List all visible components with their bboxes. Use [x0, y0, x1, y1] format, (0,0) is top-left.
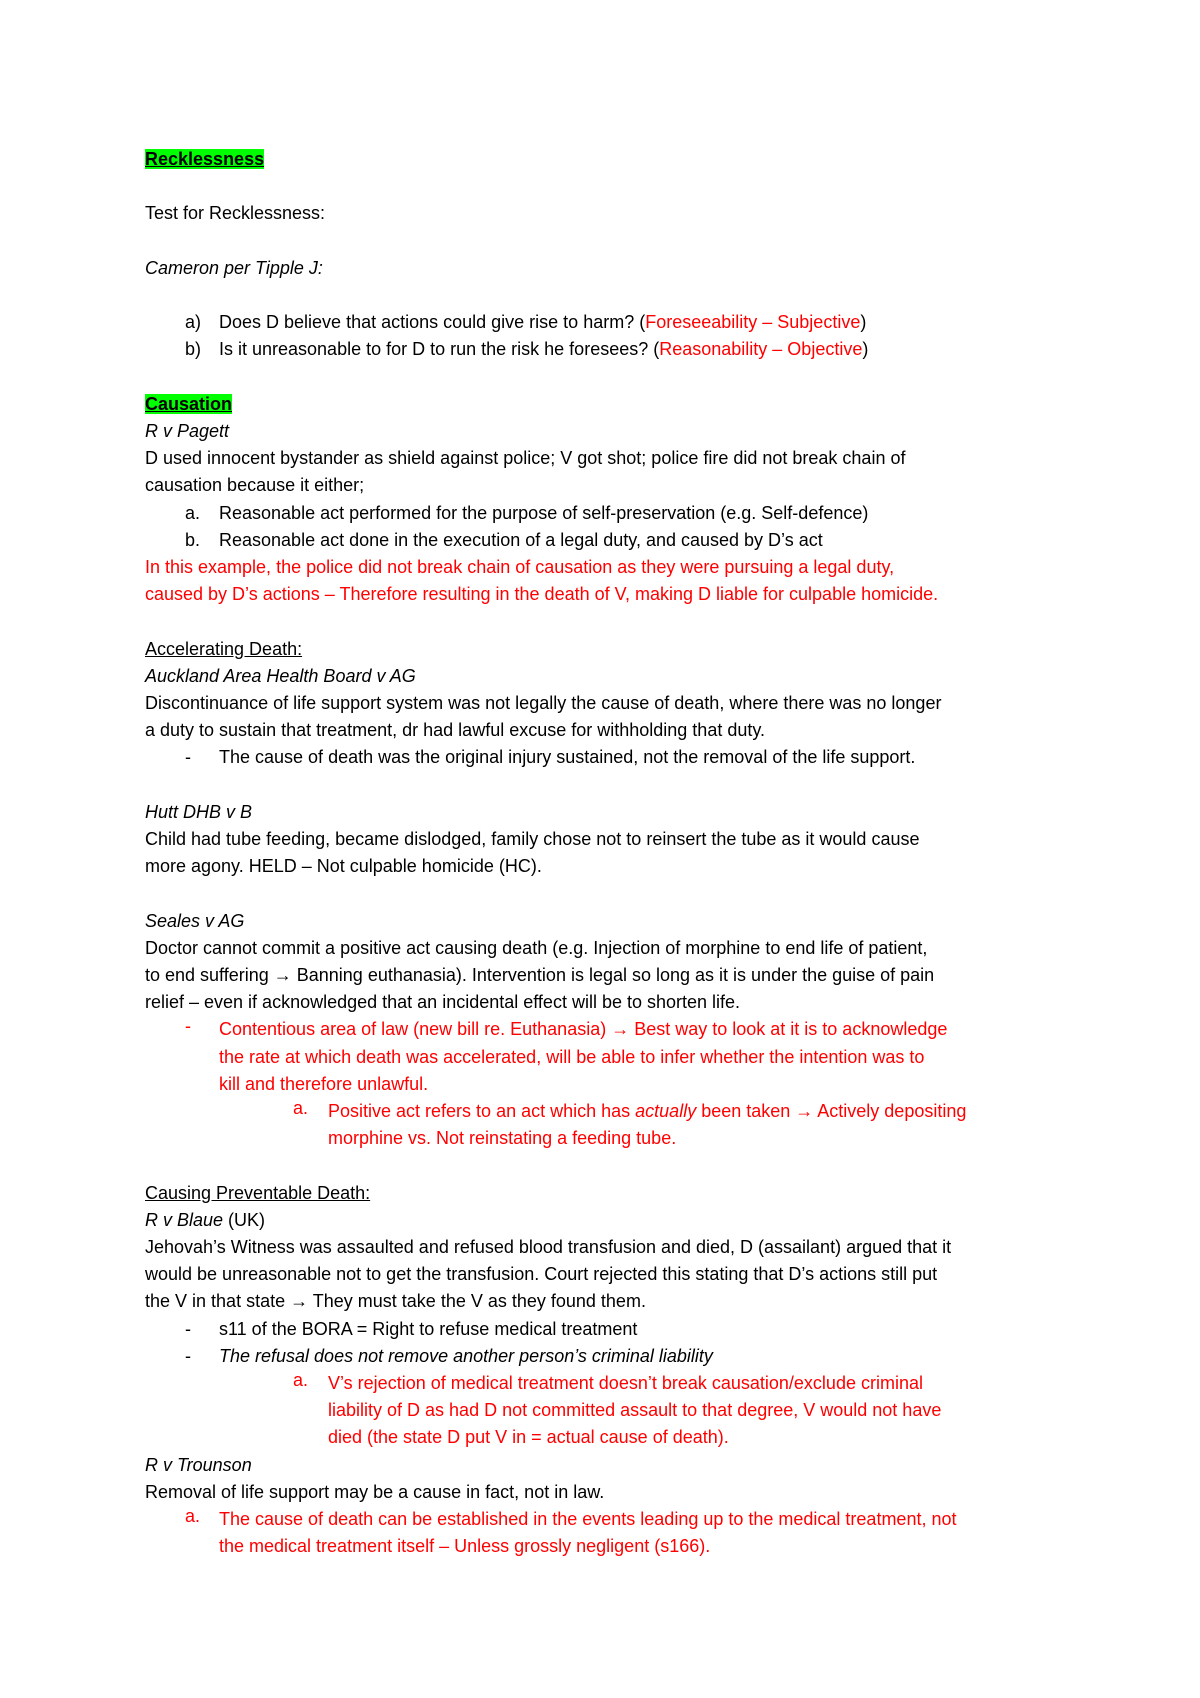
paragraph-line: Doctor cannot commit a positive act causing death (e.g. Injection of morphine to end life of patient,	[145, 937, 928, 958]
list-marker: a.	[185, 1506, 201, 1527]
bullet-item: - The refusal does not remove another person’s criminal liability	[145, 1343, 1055, 1370]
paragraph-line: more agony. HELD – Not culpable homicide (HC).	[145, 856, 542, 877]
list-marker: a.	[293, 1098, 309, 1118]
note-line: In this example, the police did not break chain of causation as they were pursuing a legal duty,	[145, 556, 895, 577]
heading-preventable-death: Causing Preventable Death:	[145, 1182, 371, 1203]
list-marker: a)	[185, 312, 202, 333]
list-item: a. Reasonable act performed for the purpose of self-preservation (e.g. Self-defence)	[145, 500, 1055, 527]
paragraph-line: Child had tube feeding, became dislodged, family chose not to reinsert the tube as it would cause	[145, 828, 920, 849]
paragraph-line: would be unreasonable not to get the transfusion. Court rejected this stating that D’s actions still put	[145, 1264, 938, 1285]
heading-causation: Causation	[145, 393, 233, 414]
case-auckland: Auckland Area Health Board v AG	[145, 665, 416, 686]
bullet-marker: -	[185, 1318, 191, 1339]
list-marker: a.	[185, 502, 201, 523]
heading-recklessness: Recklessness	[145, 149, 265, 169]
case-trounson: R v Trounson	[145, 1454, 252, 1475]
paragraph-line: relief – even if acknowledged that an incidental effect will be to shorten life.	[145, 992, 741, 1013]
bullet-item: - Contentious area of law (new bill re. Euthanasia) → Best way to look at it is to acknowledge the rate at which death was accelerated, will be able to infer whether the intention was to kill and therefore unlawful.	[185, 1016, 948, 1094]
list-item: a) Does D believe that actions could give rise to harm? (Foreseeability – Subjective)	[145, 309, 1055, 336]
bullet-marker: -	[185, 1016, 191, 1037]
document-content: Recklessness Test for Recklessness: Cameron per Tipple J: a) Does D believe that actions could give rise to harm? (Foreseeability – Subjective) b) Is it unreasonable to for D to run the risk he foresees? (Reasonability – Objective) Causation R v Pagett D used innocent bystander as shield against police; V got shot; police fire did not break chain of causation because it either; a. Reasonable act performed for the purpose of self-preservation (e.g. Self-defence) b. Reasonable act done in the execution of a legal duty, and caused by D’s act In this example, the police did not break chain of causation as they were pursuing a legal duty, caused by D’s actions – Therefore resulting in the death of V, making D liable for culpable homicide. Accelerating Death: Auckland Area Health Board v AG Discontinuance of life support system was not legally the cause of death, where there was no longer a duty to sustain that treatment, dr had lawful excuse for withholding that duty. - The cause of death was the original injury sustained, not the removal of the life support. Hutt DHB v B Child had tube feeding, became dislodged, family chose not to reinsert the tube as it would cause more agony. HELD – Not culpable homicide (HC). Seales v AG Doctor cannot commit a positive act causing death (e.g. Injection of morphine to end life of patient, to end suffering → Banning euthanasia). Intervention is legal so long as it is under the guise of pain relief – even if acknowledged that an incidental effect will be to shorten life. - Contentious area of law (new bill re. Euthanasia) → Best way to look at it is to acknowledge the rate at which death was accelerated, will be able to infer whether the intention was to kill and therefore unlawful. a. Positive act refers to an act which has actually been taken → Actively depositing morphine vs. Not reinstating a feeding tube. Causing Preventable Death: R v Blaue (UK) Jehovah’s Witness was assaulted and refused blood transfusion and died, D (assailant) argued that it would be unreasonable not to get the transfusion. Court rejected this stating that D’s actions still put the V in that state → They must take the V as they found them. - s11 of the BORA = Right to refuse medical treatment - The refusal does not remove another person’s criminal liability a. V’s rejection of medical treatment doesn’t break causation/exclude criminal liability of D as had D not committed assault to that degree, V would not have died (the state D put V in = actual cause of death). R v Trounson Removal of life support may be a cause in fact, not in law. a. The cause of death can be established in the events leading up to the medical treatment, not the medical treatment itself – Unless grossly negligent (s166).	[145, 146, 1055, 1560]
list-item: a. V’s rejection of medical treatment doesn’t break causation/exclude criminal liability of D as had D not committed assault to that degree, V would not have died (the state D put V in = actual cause of death).	[293, 1370, 942, 1448]
paragraph-line: to end suffering → Banning euthanasia). Intervention is legal so long as it is under the guise of pain	[145, 964, 935, 985]
bullet-marker: -	[185, 1345, 191, 1366]
list-item: a. Positive act refers to an act which has actually been taken → Actively depositing morphine vs. Not reinstating a feeding tube.	[293, 1098, 967, 1149]
list-marker: b.	[185, 529, 201, 550]
paragraph-line: causation because it either;	[145, 475, 365, 496]
paragraph-line: a duty to sustain that treatment, dr had lawful excuse for withholding that duty.	[145, 720, 766, 741]
case-blaue: R v Blaue	[145, 1209, 224, 1230]
list-item: a. The cause of death can be established in the events leading up to the medical treatment, not the medical treatment itself – Unless grossly negligent (s166).	[185, 1506, 957, 1557]
bullet-item: - s11 of the BORA = Right to refuse medical treatment	[145, 1316, 1055, 1343]
paragraph-line: Removal of life support may be a cause in fact, not in law.	[145, 1481, 605, 1502]
paragraph-line: Jehovah’s Witness was assaulted and refused blood transfusion and died, D (assailant) argued that it	[145, 1237, 952, 1257]
case-seales: Seales v AG	[145, 910, 245, 931]
note-line: caused by D’s actions – Therefore resulting in the death of V, making D liable for culpable homicide.	[145, 584, 939, 605]
list-marker: b)	[185, 339, 202, 360]
list-marker: a.	[293, 1370, 309, 1391]
list-item: b. Reasonable act done in the execution of a legal duty, and caused by D’s act	[145, 527, 1055, 554]
case-hutt: Hutt DHB v B	[145, 801, 253, 822]
list-item: b) Is it unreasonable to for D to run the risk he foresees? (Reasonability – Objective)	[145, 336, 1055, 363]
case-cameron: Cameron per Tipple J:	[145, 257, 323, 278]
paragraph-line: D used innocent bystander as shield against police; V got shot; police fire did not break chain of	[145, 448, 906, 469]
paragraph-line: Discontinuance of life support system was not legally the cause of death, where there was no longer	[145, 692, 942, 713]
bullet-marker: -	[185, 747, 191, 768]
bullet-item: - The cause of death was the original injury sustained, not the removal of the life support.	[145, 744, 1055, 771]
heading-accelerating-death: Accelerating Death:	[145, 638, 303, 659]
recklessness-test-label: Test for Recklessness:	[145, 203, 326, 224]
case-pagett: R v Pagett	[145, 420, 230, 441]
paragraph-line: the V in that state → They must take the V as they found them.	[145, 1291, 646, 1312]
